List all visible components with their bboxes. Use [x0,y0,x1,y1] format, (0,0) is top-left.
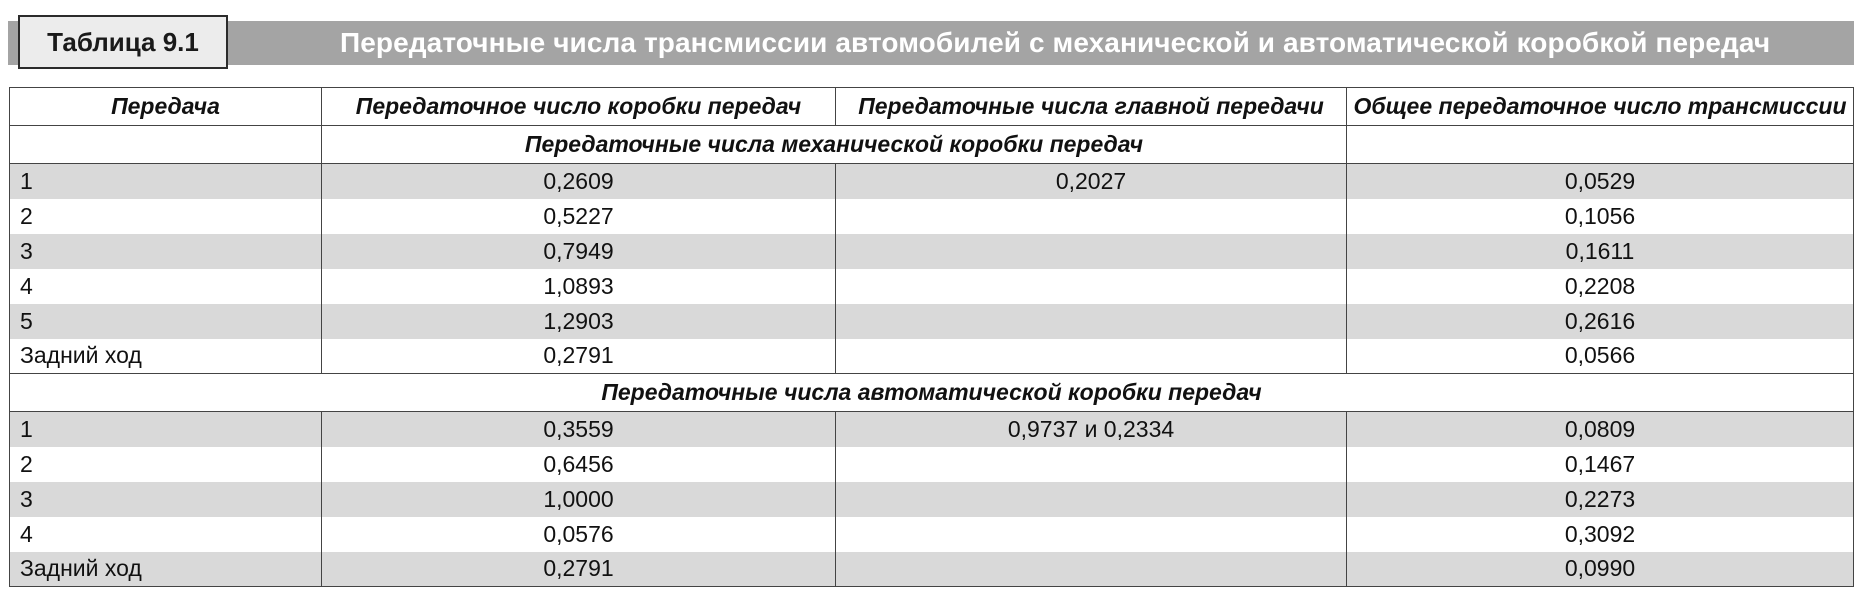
table-title: Передаточные числа трансмиссии автомобилей с механической и автоматической коробкой передач [340,27,1771,58]
gear-cell: 2 [10,199,322,234]
final-drive-ratio-cell [836,304,1347,339]
column-header-gearbox-ratio: Передаточное число коробки передач [322,88,836,126]
table-row [10,199,1854,234]
total-ratio-cell: 0,3092 [1347,517,1854,552]
table-row [10,269,1854,304]
gearbox-ratio-cell: 1,2903 [322,304,836,339]
gearbox-ratio-cell: 0,2609 [322,164,836,199]
gearbox-ratio-cell: 0,5227 [322,199,836,234]
table-row [10,517,1854,552]
final-drive-ratio-cell: 0,2027 [836,164,1347,199]
final-drive-ratio-cell [836,339,1347,374]
gear-cell: 2 [10,447,322,482]
total-ratio-cell: 0,1467 [1347,447,1854,482]
final-drive-ratio-cell [836,234,1347,269]
gear-cell: 4 [10,269,322,304]
gearbox-ratio-cell: 0,0576 [322,517,836,552]
total-ratio-cell: 0,1611 [1347,234,1854,269]
column-header-gear: Передача [10,88,322,126]
gearbox-ratio-cell: 0,7949 [322,234,836,269]
gear-cell: 3 [10,482,322,517]
table-row [10,482,1854,517]
header-row [10,88,1854,126]
table-row [10,552,1854,587]
gear-cell: Задний ход [10,339,322,374]
gear-cell: 1 [10,412,322,447]
total-ratio-cell: 0,0566 [1347,339,1854,374]
total-ratio-cell: 0,2616 [1347,304,1854,339]
table-row [10,447,1854,482]
column-header-total-ratio: Общее передаточное число трансмиссии [1347,88,1854,126]
section-row-automatic [10,374,1854,412]
gearbox-ratio-cell: 1,0893 [322,269,836,304]
total-ratio-cell: 0,2273 [1347,482,1854,517]
total-ratio-cell: 0,0809 [1347,412,1854,447]
section-title-automatic: Передаточные числа автоматической коробки передач [10,374,1854,412]
section-spacer [10,126,322,164]
table-row [10,304,1854,339]
section-spacer [1347,126,1854,164]
table-row [10,412,1854,447]
gearbox-ratio-cell: 1,0000 [322,482,836,517]
gearbox-ratio-cell: 0,2791 [322,339,836,374]
gear-cell: 1 [10,164,322,199]
gear-cell: 3 [10,234,322,269]
final-drive-ratio-cell [836,517,1347,552]
final-drive-ratio-cell [836,447,1347,482]
column-header-final-drive-ratio: Передаточные числа главной передачи [836,88,1347,126]
final-drive-ratio-cell [836,552,1347,587]
gear-cell: 5 [10,304,322,339]
gear-cell: 4 [10,517,322,552]
table-row [10,164,1854,199]
gearbox-ratio-cell: 0,3559 [322,412,836,447]
section-row-manual [10,126,1854,164]
gearbox-ratio-cell: 0,2791 [322,552,836,587]
table-label: Таблица 9.1 [18,15,228,69]
total-ratio-cell: 0,1056 [1347,199,1854,234]
gear-cell: Задний ход [10,552,322,587]
final-drive-ratio-cell [836,199,1347,234]
final-drive-ratio-cell [836,482,1347,517]
gearbox-ratio-cell: 0,6456 [322,447,836,482]
table-row [10,339,1854,374]
total-ratio-cell: 0,0529 [1347,164,1854,199]
table-row [10,234,1854,269]
total-ratio-cell: 0,0990 [1347,552,1854,587]
total-ratio-cell: 0,2208 [1347,269,1854,304]
gear-ratio-table [9,87,1854,587]
final-drive-ratio-cell: 0,9737 и 0,2334 [836,412,1347,447]
final-drive-ratio-cell [836,269,1347,304]
section-title-manual: Передаточные числа механической коробки передач [322,126,1347,164]
